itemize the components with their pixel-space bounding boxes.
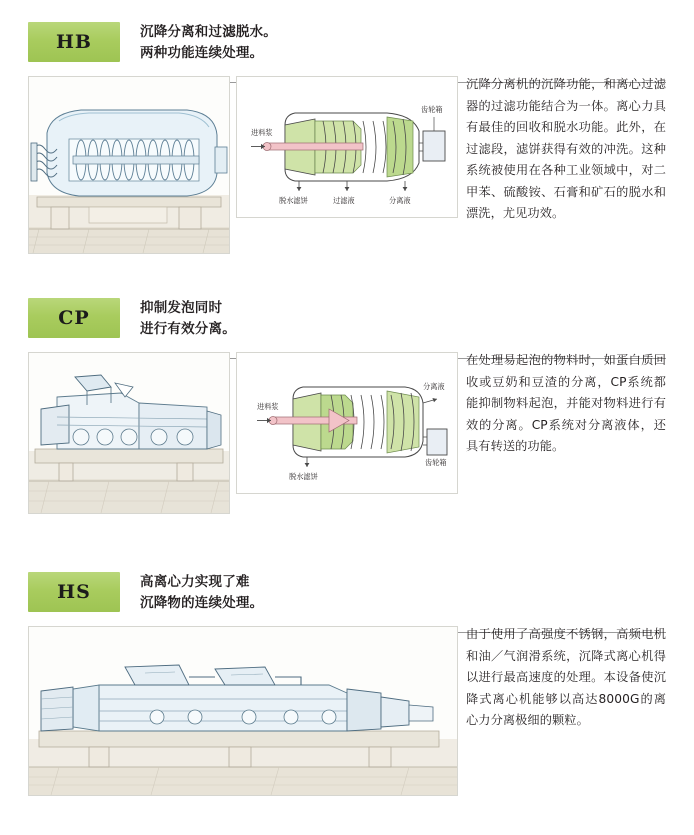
section-hb: [0, 22, 694, 256]
diagram-label-centrate: 分离液: [423, 382, 445, 391]
diagram-label-cake: 脱水滤饼: [289, 472, 318, 481]
diagram-label-feed: 进料浆: [251, 128, 273, 137]
diagram-label-feed: 进料浆: [257, 402, 279, 411]
section-cp-description: 在处理易起泡的物料时，如蛋白质回收或豆奶和豆渣的分离，CP系统都能抑制物料起泡，并能对物料进行有效的分离。CP系统对分离液体，还具有转送的功能。: [466, 353, 666, 453]
section-hs-photo: [28, 626, 458, 796]
section-hb-title: [140, 22, 277, 64]
section-hs-header: [28, 572, 694, 618]
section-cp-title-line2: 进行有效分离。: [140, 321, 236, 337]
section-hb-body: [28, 76, 666, 256]
diagram-label-cake: 脱水滤饼: [279, 196, 308, 205]
section-cp-title: [140, 298, 236, 340]
section-cp-body: [28, 352, 666, 522]
section-hs-title-line1: 高离心力实现了难: [140, 574, 250, 590]
section-hs-title-line2: 沉降物的连续处理。: [140, 595, 264, 611]
section-cp-photo: [28, 352, 230, 514]
section-hb-description: 沉降分离机的沉降功能，和离心过滤器的过滤功能结合为一体。离心力具有最佳的回收和脱水功能。此外，在过滤段，滤饼获得有效的冲洗。这种系统被使用在各种工业领域中，对二甲苯、硫酸铵、石膏和矿石的脱水和漂洗，尤见功效。: [466, 77, 666, 220]
diagram-label-filtrate: 过滤液: [333, 196, 355, 205]
diagram-label-gearbox: 齿轮箱: [425, 458, 447, 467]
section-hs-description: 由于使用了高强度不锈钢，高频电机和油／气润滑系统，沉降式离心机得以进行最高速度的处理。本设备使沉降式离心机能够以高达8000G的离心力分离极细的颗粒。: [466, 627, 666, 727]
section-hb-header: [28, 22, 694, 68]
section-hb-code-badge: [28, 22, 120, 62]
section-hb-photo: [28, 76, 230, 254]
section-hs-body: [28, 626, 666, 801]
section-hb-title-line2: 两种功能连续处理。: [140, 45, 264, 61]
section-hs: [0, 572, 694, 801]
section-hs-code-badge: [28, 572, 120, 612]
section-cp-code: CP: [58, 307, 90, 329]
section-cp-diagram: [236, 352, 458, 494]
diagram-label-gearbox: 齿轮箱: [421, 105, 443, 114]
section-cp-header: [28, 298, 694, 344]
section-hb-title-line1: 沉降分离和过滤脱水。: [140, 24, 277, 40]
section-hs-code: HS: [57, 581, 91, 603]
section-cp: [0, 298, 694, 522]
section-cp-title-line1: 抑制发泡同时: [140, 300, 223, 316]
section-hb-diagram: [236, 76, 458, 218]
section-hb-code: HB: [55, 31, 92, 53]
diagram-label-centrate: 分离液: [389, 196, 411, 205]
section-cp-code-badge: [28, 298, 120, 338]
section-hs-title: [140, 572, 263, 614]
